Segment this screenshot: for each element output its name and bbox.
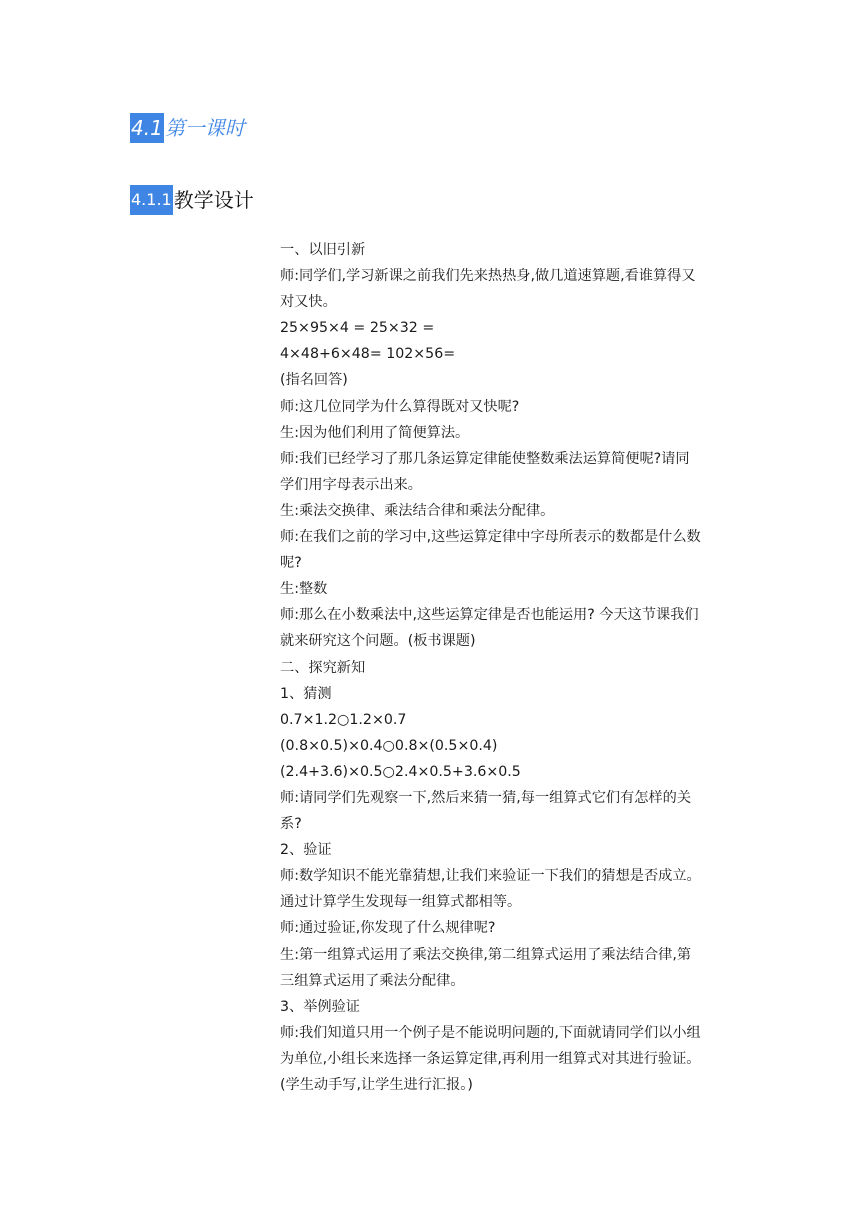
paragraph-line: 4×48+6×48= 102×56= — [280, 346, 456, 363]
paragraph-line: 1、猜测 — [280, 685, 332, 702]
subheading-number: 4.1.1 — [130, 185, 173, 215]
paragraph-line: 师:数学知识不能光靠猜想,让我们来验证一下我们的猜想是否成立。 — [280, 868, 701, 885]
lesson-body — [280, 237, 732, 1098]
paragraph-line: 3、举例验证 — [280, 998, 360, 1015]
paragraph-line: 生:因为他们利用了简便算法。 — [280, 424, 470, 441]
paragraph-line: 学们用字母表示出来。 — [280, 476, 422, 493]
paragraph-line: 通过计算学生发现每一组算式都相等。 — [280, 894, 522, 911]
paragraph-line: 师:这几位同学为什么算得既对又快呢? — [280, 398, 520, 415]
paragraph-line: 生:乘法交换律、乘法结合律和乘法分配律。 — [280, 502, 555, 519]
paragraph-line: 25×95×4 = 25×32 = — [280, 320, 435, 337]
paragraph-line: 三组算式运用了乘法分配律。 — [280, 972, 465, 989]
paragraph-line: 呢? — [280, 555, 302, 572]
paragraph-line: 生:整数 — [280, 581, 328, 598]
paragraph-line: 师:通过验证,你发现了什么规律呢? — [280, 920, 496, 937]
paragraph-line: 师:在我们之前的学习中,这些运算定律中字母所表示的数都是什么数 — [280, 529, 701, 546]
paragraph-line: 师:我们知道只用一个例子是不能说明问题的,下面就请同学们以小组 — [280, 1024, 701, 1041]
heading-number: 4.1 — [130, 113, 164, 143]
section-heading-4-1 — [130, 113, 245, 143]
paragraph-line: (学生动手写,让学生进行汇报。) — [280, 1077, 473, 1093]
paragraph-line: 系? — [280, 816, 302, 833]
paragraph-line: 为单位,小组长来选择一条运算定律,再利用一组算式对其进行验证。 — [280, 1050, 701, 1067]
paragraph-line: 就来研究这个问题。(板书课题) — [280, 633, 476, 650]
paragraph-line: 对又快。 — [280, 294, 337, 311]
paragraph-line: 师:同学们,学习新课之前我们先来热热身,做几道速算题,看谁算得又 — [280, 268, 696, 285]
paragraph-line: (0.8×0.5)×0.4○0.8×(0.5×0.4) — [280, 737, 498, 754]
paragraph-line: 一、以旧引新 — [280, 242, 366, 258]
paragraph-line: 生:第一组算式运用了乘法交换律,第二组算式运用了乘法结合律,第 — [280, 946, 692, 963]
subheading-title: 教学设计 — [173, 188, 254, 212]
paragraph-line: (2.4+3.6)×0.5○2.4×0.5+3.6×0.5 — [280, 763, 521, 780]
heading-title: 第一课时 — [164, 116, 245, 140]
paragraph-line: 0.7×1.2○1.2×0.7 — [280, 711, 407, 728]
paragraph-line: 师:那么在小数乘法中,这些运算定律是否也能运用? 今天这节课我们 — [280, 607, 699, 624]
paragraph-line: 二、探究新知 — [280, 659, 366, 676]
paragraph-line: 师:请同学们先观察一下,然后来猜一猜,每一组算式它们有怎样的关 — [280, 789, 692, 806]
paragraph-line: (指名回答) — [280, 372, 348, 389]
paragraph-line: 2、验证 — [280, 842, 332, 859]
section-heading-4-1-1 — [130, 185, 254, 215]
paragraph-line: 师:我们已经学习了那几条运算定律能使整数乘法运算简便呢?请同 — [280, 450, 690, 467]
